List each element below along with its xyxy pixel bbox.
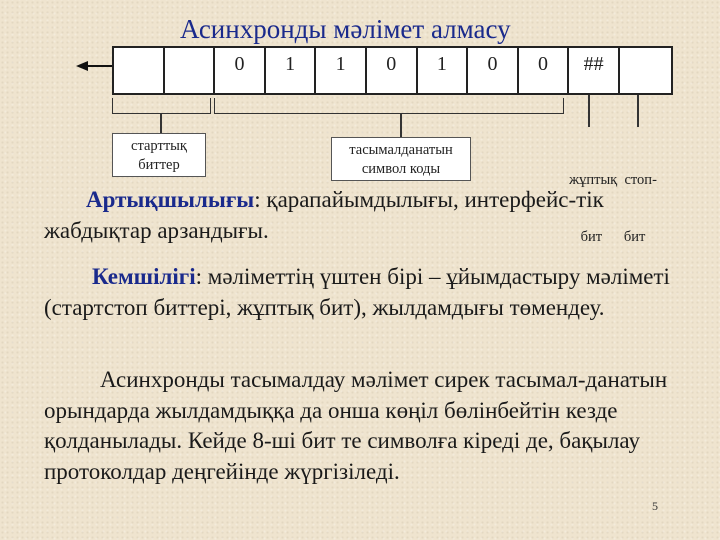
bit-cell (114, 48, 165, 93)
data-code-label (331, 137, 471, 181)
data-code-label-line1: тасымалданатын (349, 142, 453, 158)
bit-cell: 0 (519, 48, 570, 93)
disadvantages-paragraph (44, 262, 694, 323)
disadvantages-text: : мәліметтің үштен бірі – ұйымдастыру мәліметі (стартстоп биттері, жұптық бит), жылдамдығы төмендеу. (44, 264, 670, 320)
bit-cell (620, 48, 671, 93)
parity-bit-connector (588, 95, 590, 127)
bit-cell: 0 (367, 48, 418, 93)
data-code-label-line2: символ коды (361, 161, 441, 177)
start-bits-label (112, 133, 206, 177)
bit-cell: 0 (215, 48, 266, 93)
description-paragraph (44, 365, 684, 487)
start-bits-label-line1: старттық (131, 138, 187, 154)
data-bits-bracket (214, 98, 564, 114)
data-bits-connector (400, 114, 402, 138)
bit-cell (165, 48, 216, 93)
bit-frame (112, 46, 673, 95)
description-text: Асинхронды тасымалдау мәлімет сирек тасымал-данатын орындарда жылдамдыққа да онша көңіл бөлінбейтін кезде қолданылады. Кейде 8-ші бит те символға кіреді де, бақылау протоколдар деңгейінде жүргізіледі. (44, 367, 668, 484)
bit-cell: 1 (266, 48, 317, 93)
parity-stop-label-line2: бит бит (580, 229, 646, 245)
start-bits-label-line2: биттер (138, 157, 180, 173)
start-bits-bracket (112, 98, 211, 114)
bit-cell: ## (569, 48, 620, 93)
stop-bit-connector (637, 95, 639, 127)
advantages-text: : қарапайымдылығы, интерфейс-тік жабдықтар арзандығы. (44, 187, 604, 243)
bit-cell: 1 (316, 48, 367, 93)
slide-title: Асинхронды мәлімет алмасу (180, 14, 511, 44)
bit-cell: 1 (418, 48, 469, 93)
slide-number: 5 (652, 499, 658, 513)
parity-stop-label-line1: жұптық стоп- (569, 172, 657, 188)
disadvantages-keyword: Кемшілігі (92, 264, 196, 289)
advantages-paragraph (44, 185, 694, 246)
start-bits-connector (160, 114, 162, 134)
advantages-keyword: Артықшылығы (86, 187, 255, 212)
bit-cell: 0 (468, 48, 519, 93)
